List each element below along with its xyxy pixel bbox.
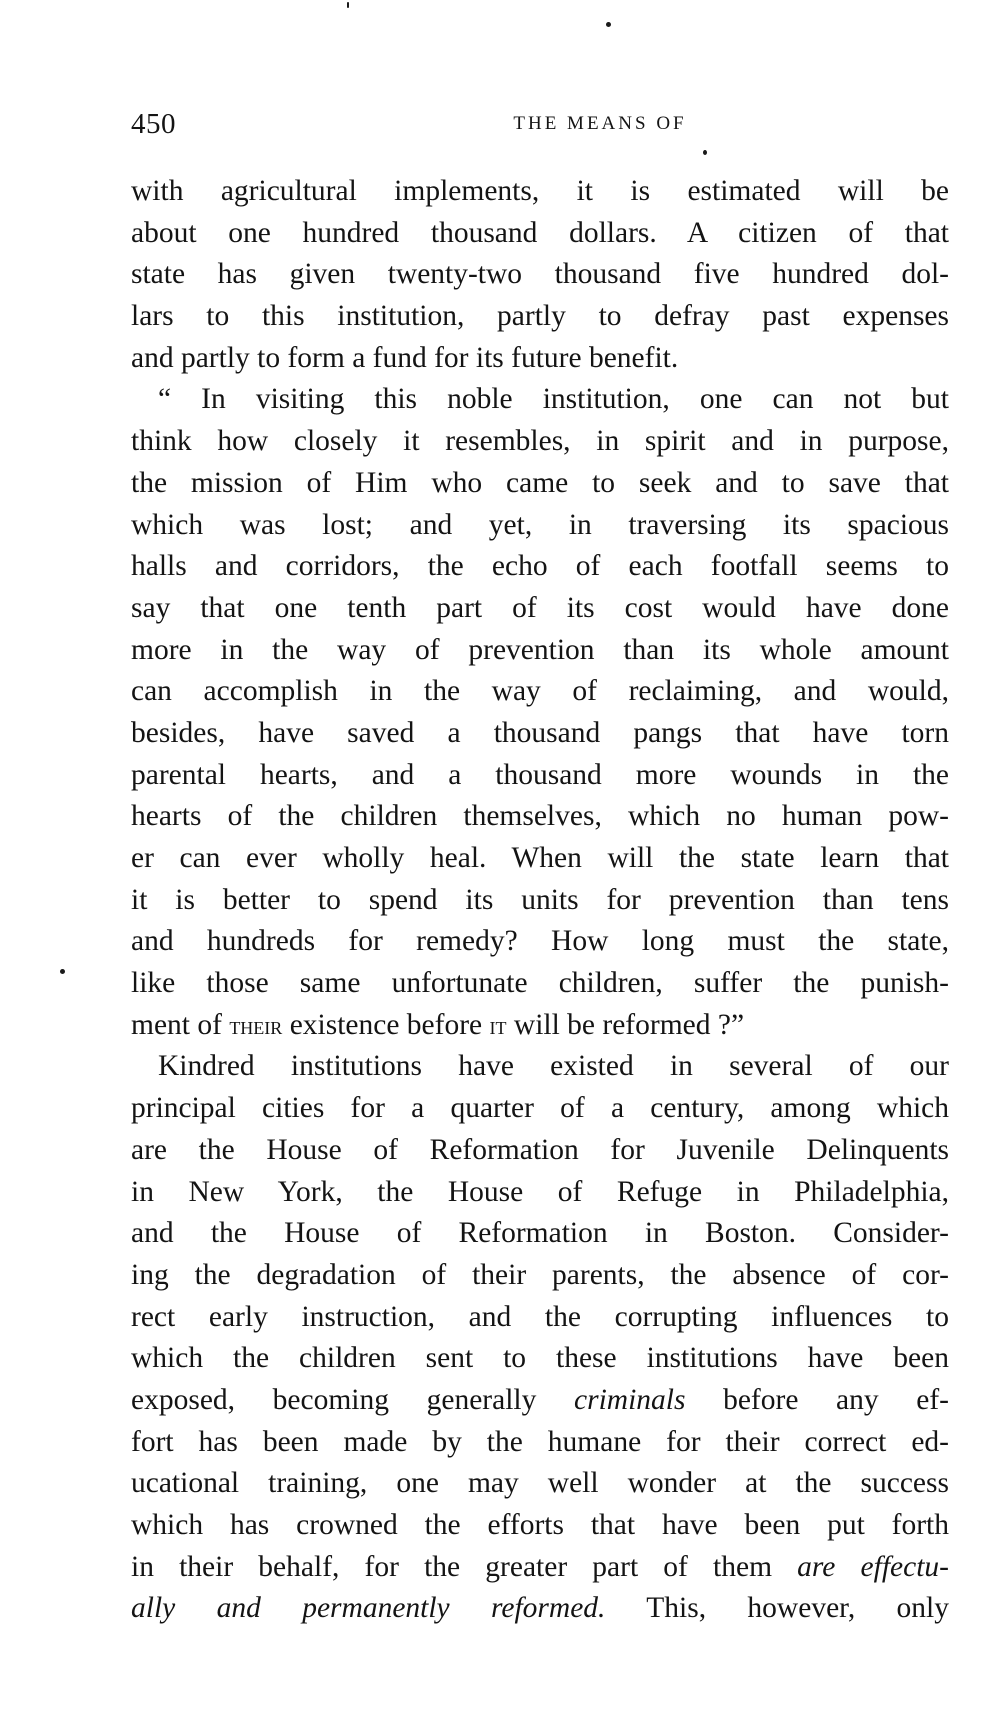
italic-phrase: ally and permanently reformed. <box>131 1592 606 1625</box>
text-line: it is better to spend its units for prevention than tens <box>131 883 949 916</box>
italic-phrase: are effectu- <box>797 1550 949 1583</box>
small-caps-word: it <box>489 1012 507 1040</box>
text-run: This, however, only <box>605 1592 949 1625</box>
text-line: lars to this institution, partly to defray past expenses <box>131 300 949 333</box>
ink-speck <box>606 22 611 27</box>
text-line: hearts of the children themselves, which no human pow- <box>131 800 949 833</box>
text-line <box>131 1547 949 1589</box>
text-line: and the House of Reformation in Boston. Consider- <box>131 1217 949 1250</box>
body-text <box>131 171 949 1630</box>
text-line: are the House of Reformation for Juvenile Delinquents <box>131 1133 949 1166</box>
text-line: which the children sent to these institutions have been <box>131 1342 949 1375</box>
text-line: think how closely it resembles, in spirit and in purpose, <box>131 425 949 458</box>
ink-speck <box>347 2 349 8</box>
text-line: say that one tenth part of its cost would have done <box>131 591 949 624</box>
text-line: besides, have saved a thousand pangs that have torn <box>131 716 949 749</box>
text-line: which was lost; and yet, in traversing its spacious <box>131 508 949 541</box>
text-line: state has given twenty-two thousand five hundred dol- <box>131 258 949 291</box>
text-run: will be reformed ?” <box>506 1008 745 1041</box>
ink-speck <box>703 150 707 155</box>
running-head: THE MEANS OF <box>513 113 687 134</box>
text-line: in New York, the House of Refuge in Philadelphia, <box>131 1175 949 1208</box>
ink-speck <box>60 969 65 974</box>
text-line: more in the way of prevention than its whole amount <box>131 633 949 666</box>
text-line: halls and corridors, the echo of each footfall seems to <box>131 550 949 583</box>
text-run: in their behalf, for the greater part of them <box>131 1550 798 1583</box>
text-line <box>131 1380 949 1422</box>
text-line <box>131 1588 949 1630</box>
text-line: the mission of Him who came to seek and to save that <box>131 466 949 499</box>
text-line: about one hundred thousand dollars. A citizen of that <box>131 216 949 249</box>
text-run: before any ef- <box>685 1383 949 1416</box>
text-run: exposed, becoming generally <box>131 1383 574 1416</box>
text-line: rect early instruction, and the corrupting influences to <box>131 1300 949 1333</box>
text-line: like those same unfortunate children, suffer the punish- <box>131 967 949 1000</box>
text-line: and hundreds for remedy? How long must the state, <box>131 925 949 958</box>
text-line: principal cities for a quarter of a century, among which <box>131 1092 949 1125</box>
text-line: can accomplish in the way of reclaiming, and would, <box>131 675 949 708</box>
text-line: with agricultural implements, it is estimated will be <box>131 175 949 207</box>
text-line <box>131 1005 949 1047</box>
text-line: parental hearts, and a thousand more wounds in the <box>131 758 949 791</box>
text-line: and partly to form a fund for its future benefit. <box>131 341 679 374</box>
text-line: ing the degradation of their parents, the absence of cor- <box>131 1258 949 1291</box>
text-line: er can ever wholly heal. When will the state learn that <box>131 842 949 874</box>
small-caps-word: their <box>229 1012 283 1040</box>
text-line: Kindred institutions have existed in several of our <box>158 1050 949 1083</box>
page-header <box>131 104 949 144</box>
italic-word: criminals <box>574 1383 686 1416</box>
text-run: ment of <box>131 1008 230 1041</box>
text-line: “ In visiting this noble institution, one can not but <box>158 383 949 416</box>
text-line: which has crowned the efforts that have been put forth <box>131 1509 949 1541</box>
text-line: fort has been made by the humane for their correct ed- <box>131 1425 949 1458</box>
text-line: ucational training, one may well wonder at the success <box>131 1467 949 1500</box>
page-number: 450 <box>131 108 176 140</box>
text-run: existence before <box>282 1008 490 1041</box>
